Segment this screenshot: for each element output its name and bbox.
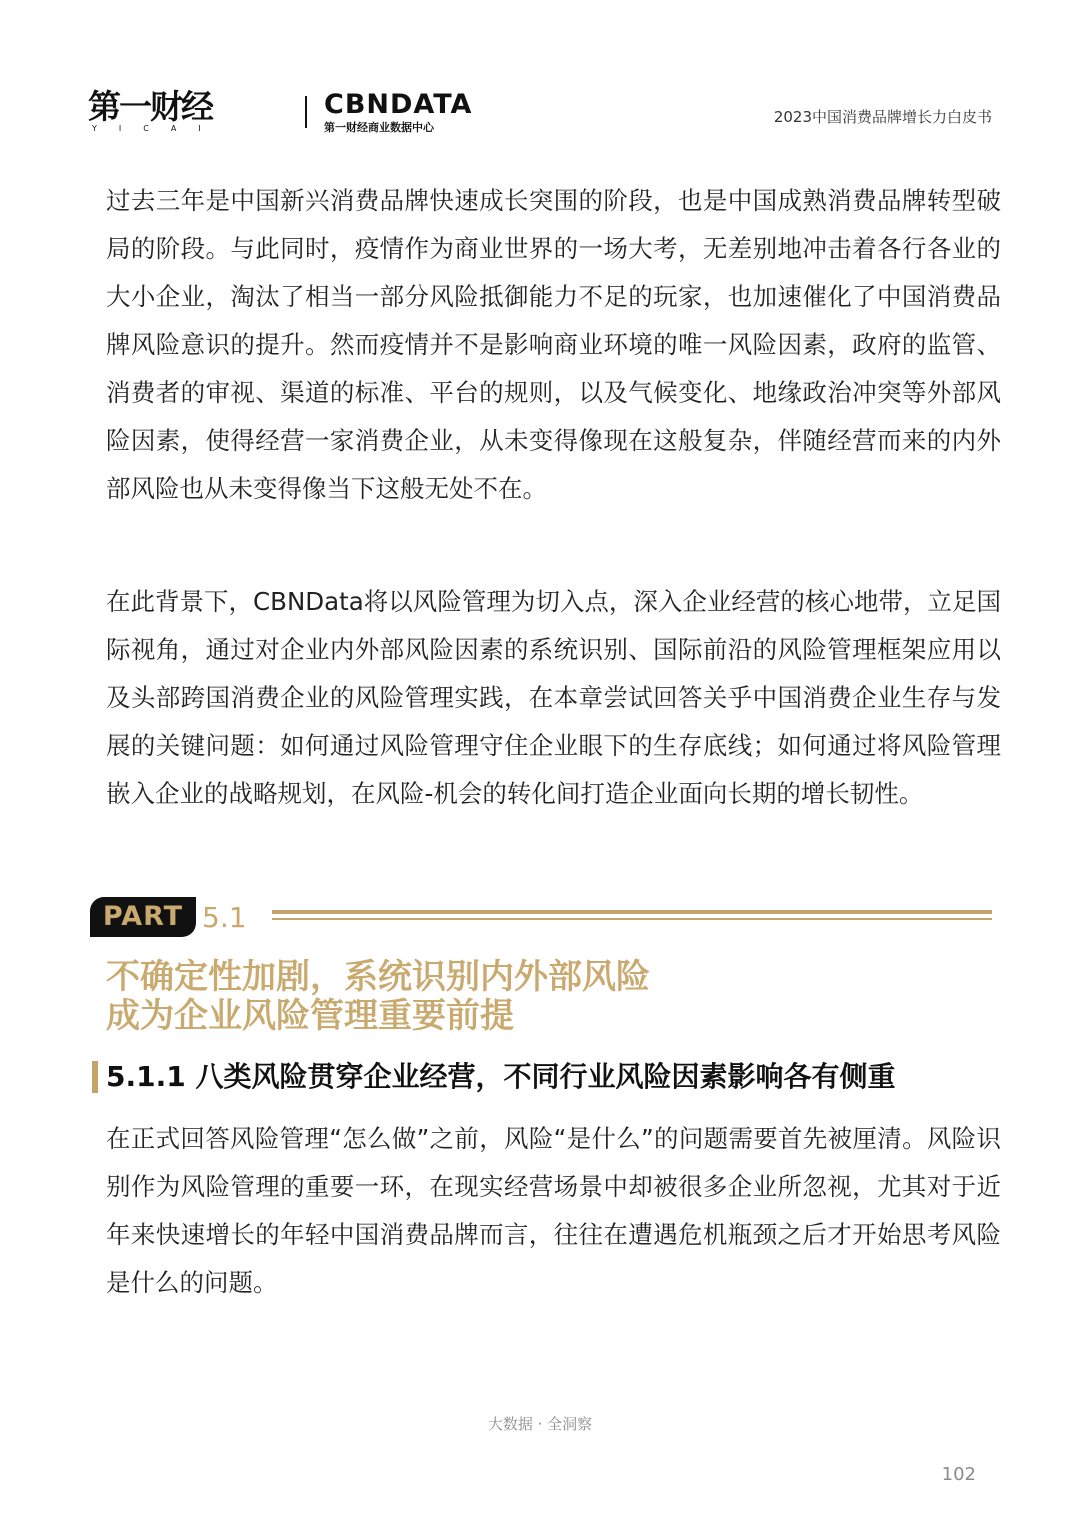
- footer-slogan: 大数据 · 全洞察: [487, 1415, 593, 1433]
- subsection-title: 5.1.1 八类风险贯穿企业经营，不同行业风险因素影响各有侧重: [106, 1060, 896, 1093]
- cbndata-logo-cn: 第一财经商业数据中心: [324, 121, 434, 134]
- yicai-logo-en: YICAI: [92, 124, 223, 133]
- section-title-line-1: 不确定性加剧，系统识别内外部风险: [106, 957, 650, 997]
- section-paragraph: 在正式回答风险管理“怎么做”之前，风险“是什么”的问题需要首先被厘清。风险识别作为风险管理的重要一环，在现实经营场景中却被很多企业所忽视，尤其对于近年来快速增长的年轻中国消费品牌而言，往往在遭遇危机瓶颈之后才开始思考风险是什么的问题。: [106, 1124, 1001, 1297]
- cbndata-logo: [324, 90, 472, 135]
- intro-paragraph-2: 在此背景下，CBNData将以风险管理为切入点，深入企业经营的核心地带，立足国际视角，通过对企业内外部风险因素的系统识别、国际前沿的风险管理框架应用以及头部跨国消费企业的风险管理实践，在本章尝试回答关乎中国消费企业生存与发展的关键问题：如何通过风险管理守住企业眼下的生存底线；如何通过将风险管理嵌入企业的战略规划，在风险-机会的转化间打造企业面向长期的增长韧性。: [106, 587, 1001, 808]
- page-number: 102: [941, 1464, 976, 1485]
- yicai-logo: [88, 87, 223, 134]
- yicai-logo-cn: 第一财经: [88, 87, 212, 126]
- page-header: [88, 87, 992, 140]
- section-title: [106, 958, 986, 1036]
- report-title: 2023中国消费品牌增长力白皮书: [773, 108, 992, 126]
- part-heading: [90, 897, 992, 937]
- part-divider-thin: [272, 918, 992, 920]
- part-divider-thick: [272, 910, 992, 914]
- section-title-line-2: 成为企业风险管理重要前提: [106, 996, 514, 1036]
- part-number: 5.1: [202, 901, 247, 934]
- logo-divider: [305, 96, 307, 128]
- part-badge: PART: [90, 897, 196, 937]
- cbndata-logo-en: CBNDATA: [324, 89, 473, 120]
- subtitle-marker: [92, 1061, 98, 1093]
- intro-paragraph-1: 过去三年是中国新兴消费品牌快速成长突围的阶段，也是中国成熟消费品牌转型破局的阶段。与此同时，疫情作为商业世界的一场大考，无差别地冲击着各行各业的大小企业，淘汰了相当一部分风险抵御能力不足的玩家，也加速催化了中国消费品牌风险意识的提升。然而疫情并不是影响商业环境的唯一风险因素，政府的监管、消费者的审视、渠道的标准、平台的规则，以及气候变化、地缘政治冲突等外部风险因素，使得经营一家消费企业，从未变得像现在这般复杂，伴随经营而来的内外部风险也从未变得像当下这般无处不在。: [106, 186, 1001, 503]
